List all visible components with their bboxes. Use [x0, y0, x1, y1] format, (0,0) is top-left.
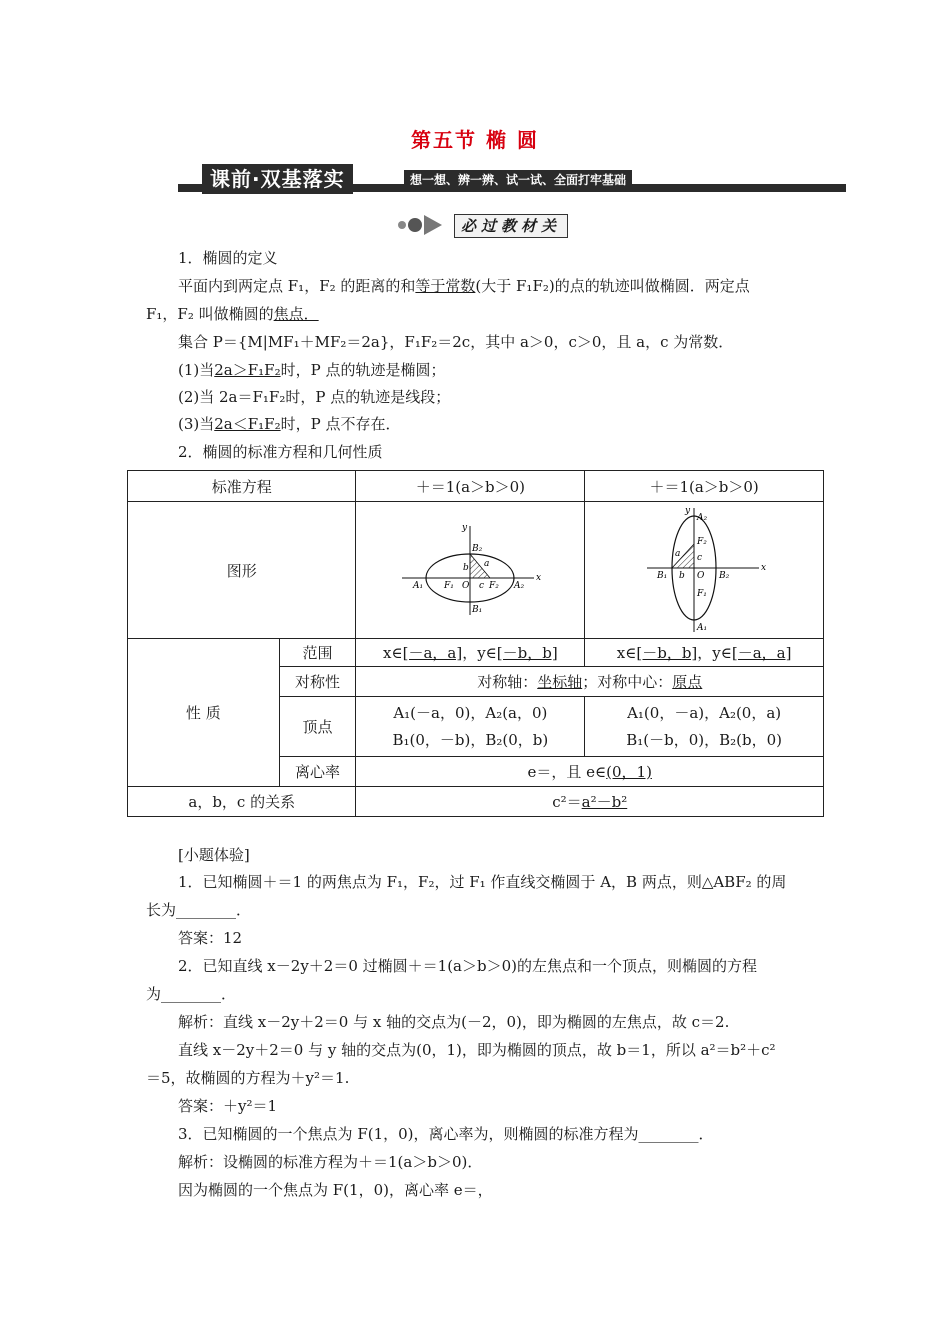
y-label: y	[685, 506, 691, 516]
table-cell	[356, 667, 824, 697]
table-cell	[356, 697, 585, 757]
standard-heading: 2．椭圆的标准方程和几何性质	[178, 443, 383, 461]
table-cell	[356, 787, 824, 817]
text: 时，P 点的轨迹是椭圆；	[280, 361, 446, 379]
vertex-line: A₁(－a，0)，A₂(a，0)	[393, 703, 548, 722]
underlined-text: 2a＞F₁F₂	[214, 361, 281, 379]
exercise-line: 2．已知直线 x－2y＋2＝0 过椭圆＋＝1(a＞b＞0)的左焦点和一个顶点，则椭圆的方程	[178, 957, 757, 975]
text: x∈	[616, 644, 637, 662]
ellipse-diagram	[639, 504, 769, 636]
solution-line: 解析：直线 x－2y＋2＝0 与 x 轴的交点为(－2，0)，即为椭圆的左焦点，故 c＝2.	[178, 1013, 730, 1031]
focus-label: F₂	[489, 581, 500, 591]
definition-line	[146, 304, 826, 324]
table-cell: 性 质	[128, 639, 280, 787]
vertex-label: A₁	[697, 623, 708, 633]
section-banner	[178, 164, 846, 194]
vertex-line: B₁(0，－b)，B₂(0，b)	[392, 730, 549, 749]
exercise-line: 1．已知椭圆＋＝1 的两焦点为 F₁，F₂，过 F₁ 作直线交椭圆于 A，B 两点，则△ABF₂ 的周	[178, 873, 787, 891]
table-row	[128, 502, 824, 639]
underlined-text: [－b，b]	[496, 644, 558, 662]
text: 时，P 点不存在．	[280, 415, 401, 433]
underlined-text: a²－b²	[581, 793, 628, 811]
text: x∈	[383, 644, 403, 662]
underlined-text: 坐标轴	[537, 673, 583, 691]
underlined-text: [－a，a]	[402, 644, 463, 662]
table-cell: 图形	[128, 502, 356, 639]
text: F₁，F₂ 叫做椭圆的	[146, 305, 274, 323]
side-label: b	[463, 563, 470, 573]
subsection-label: 必过教材关	[454, 214, 568, 238]
case-line: (2)当 2a＝F₁F₂时，P 点的轨迹是线段；	[178, 388, 451, 406]
side-label: c	[479, 581, 485, 591]
solution-line: 直线 x－2y＋2＝0 与 y 轴的交点为(0，1)，即为椭圆的顶点，故 b＝1，所以 a²＝b²＋c²	[178, 1041, 776, 1059]
dot-icon	[398, 221, 406, 229]
vertex-label: B₁	[657, 571, 668, 581]
properties-table	[127, 470, 824, 817]
text: e＝，且 e∈	[527, 763, 607, 781]
table-row	[128, 787, 824, 817]
exercise-line: 为________．	[146, 985, 237, 1003]
text: (3)当	[178, 415, 215, 433]
ellipse-diagram	[400, 520, 540, 620]
horizontal-ellipse-figure	[356, 502, 585, 639]
case-line	[178, 414, 858, 434]
solution-line: 解析：设椭圆的标准方程为＋＝1(a＞b＞0)．	[178, 1153, 483, 1171]
side-label: b	[679, 571, 685, 581]
table-row	[128, 639, 824, 667]
page-title: 第五节 椭 圆	[411, 128, 539, 152]
origin-label: O	[462, 581, 470, 591]
table-cell: 离心率	[279, 757, 356, 787]
x-label: x	[761, 563, 767, 573]
side-label: c	[697, 553, 703, 563]
table-cell: a，b，c 的关系	[128, 787, 356, 817]
vertical-ellipse-figure	[585, 502, 824, 639]
vertex-label: A₁	[413, 581, 424, 591]
focus-label: F₁	[444, 581, 455, 591]
answer-line: 答案：＋y²＝1	[178, 1097, 278, 1115]
table-cell	[585, 639, 824, 667]
focus-label: F₁	[697, 589, 707, 599]
vertex-label: A₂	[514, 581, 525, 591]
table-cell: 范围	[279, 639, 356, 667]
underlined-text: [－b，b]	[636, 644, 698, 662]
dot-icon	[408, 218, 422, 232]
answer-line: 答案：12	[178, 929, 243, 947]
underlined-text: [－a，a]	[731, 644, 792, 662]
table-cell: ＋＝1(a＞b＞0)	[585, 471, 824, 502]
vertex-label: B₂	[472, 544, 483, 554]
text: 对称轴：	[477, 673, 538, 691]
definition-line	[178, 276, 858, 296]
table-cell	[356, 639, 585, 667]
vertex-label: A₂	[697, 513, 708, 523]
text: ；对称中心：	[582, 673, 673, 691]
focus-label: F₂	[697, 537, 707, 547]
y-label: y	[462, 523, 468, 533]
vertex-label: B₂	[719, 571, 730, 581]
table-cell: ＋＝1(a＞b＞0)	[356, 471, 585, 502]
solution-line: ＝5，故椭圆的方程为＋y²＝1.	[146, 1069, 350, 1087]
x-label: x	[536, 573, 542, 583]
exercise-line: 3．已知椭圆的一个焦点为 F(1，0)，离心率为，则椭圆的标准方程为________．	[178, 1125, 714, 1143]
underlined-text: 2a＜F₁F₂	[214, 415, 281, 433]
table-cell: 顶点	[279, 697, 356, 757]
text: ，y∈	[462, 644, 497, 662]
text: (1)当	[178, 361, 215, 379]
text: c²＝	[552, 793, 582, 811]
banner-title: 课前·双基落实	[202, 164, 353, 194]
table-cell	[585, 697, 824, 757]
exercise-line: 长为________．	[146, 901, 252, 919]
case-line	[178, 360, 858, 380]
text: 平面内到两定点 F₁，F₂ 的距离的和	[178, 277, 416, 295]
exercise-heading: [小题体验]	[178, 846, 250, 864]
vertex-label: B₁	[472, 605, 483, 615]
vertex-line: B₁(－b，0)，B₂(b，0)	[626, 730, 783, 749]
underlined-text: (0，1)	[606, 763, 652, 781]
underlined-text: 原点	[672, 673, 703, 691]
table-cell: 对称性	[279, 667, 356, 697]
underlined-text: 焦点．	[273, 305, 319, 323]
banner-subtitle: 想一想、辨一辨、试一试、全面打牢基础	[404, 170, 632, 190]
text: ，y∈	[697, 644, 732, 662]
vertex-line: A₁(0，－a)，A₂(0，a)	[627, 703, 782, 722]
table-cell: 标准方程	[128, 471, 356, 502]
set-definition: 集合 P＝{M|MF₁＋MF₂＝2a}，F₁F₂＝2c，其中 a＞0，c＞0，且 a，c 为常数．	[178, 333, 734, 351]
text: (大于 F₁F₂)的点的轨迹叫做椭圆．两定点	[475, 277, 750, 295]
table-row	[128, 471, 824, 502]
side-label: a	[675, 549, 681, 559]
underlined-text: 等于常数	[415, 277, 476, 295]
origin-label: O	[697, 571, 705, 581]
solution-line: 因为椭圆的一个焦点为 F(1，0)，离心率 e＝，	[178, 1181, 493, 1199]
definition-heading: 1．椭圆的定义	[178, 249, 278, 267]
table-cell	[356, 757, 824, 787]
side-label: a	[484, 559, 490, 569]
arrow-icon	[424, 215, 442, 235]
